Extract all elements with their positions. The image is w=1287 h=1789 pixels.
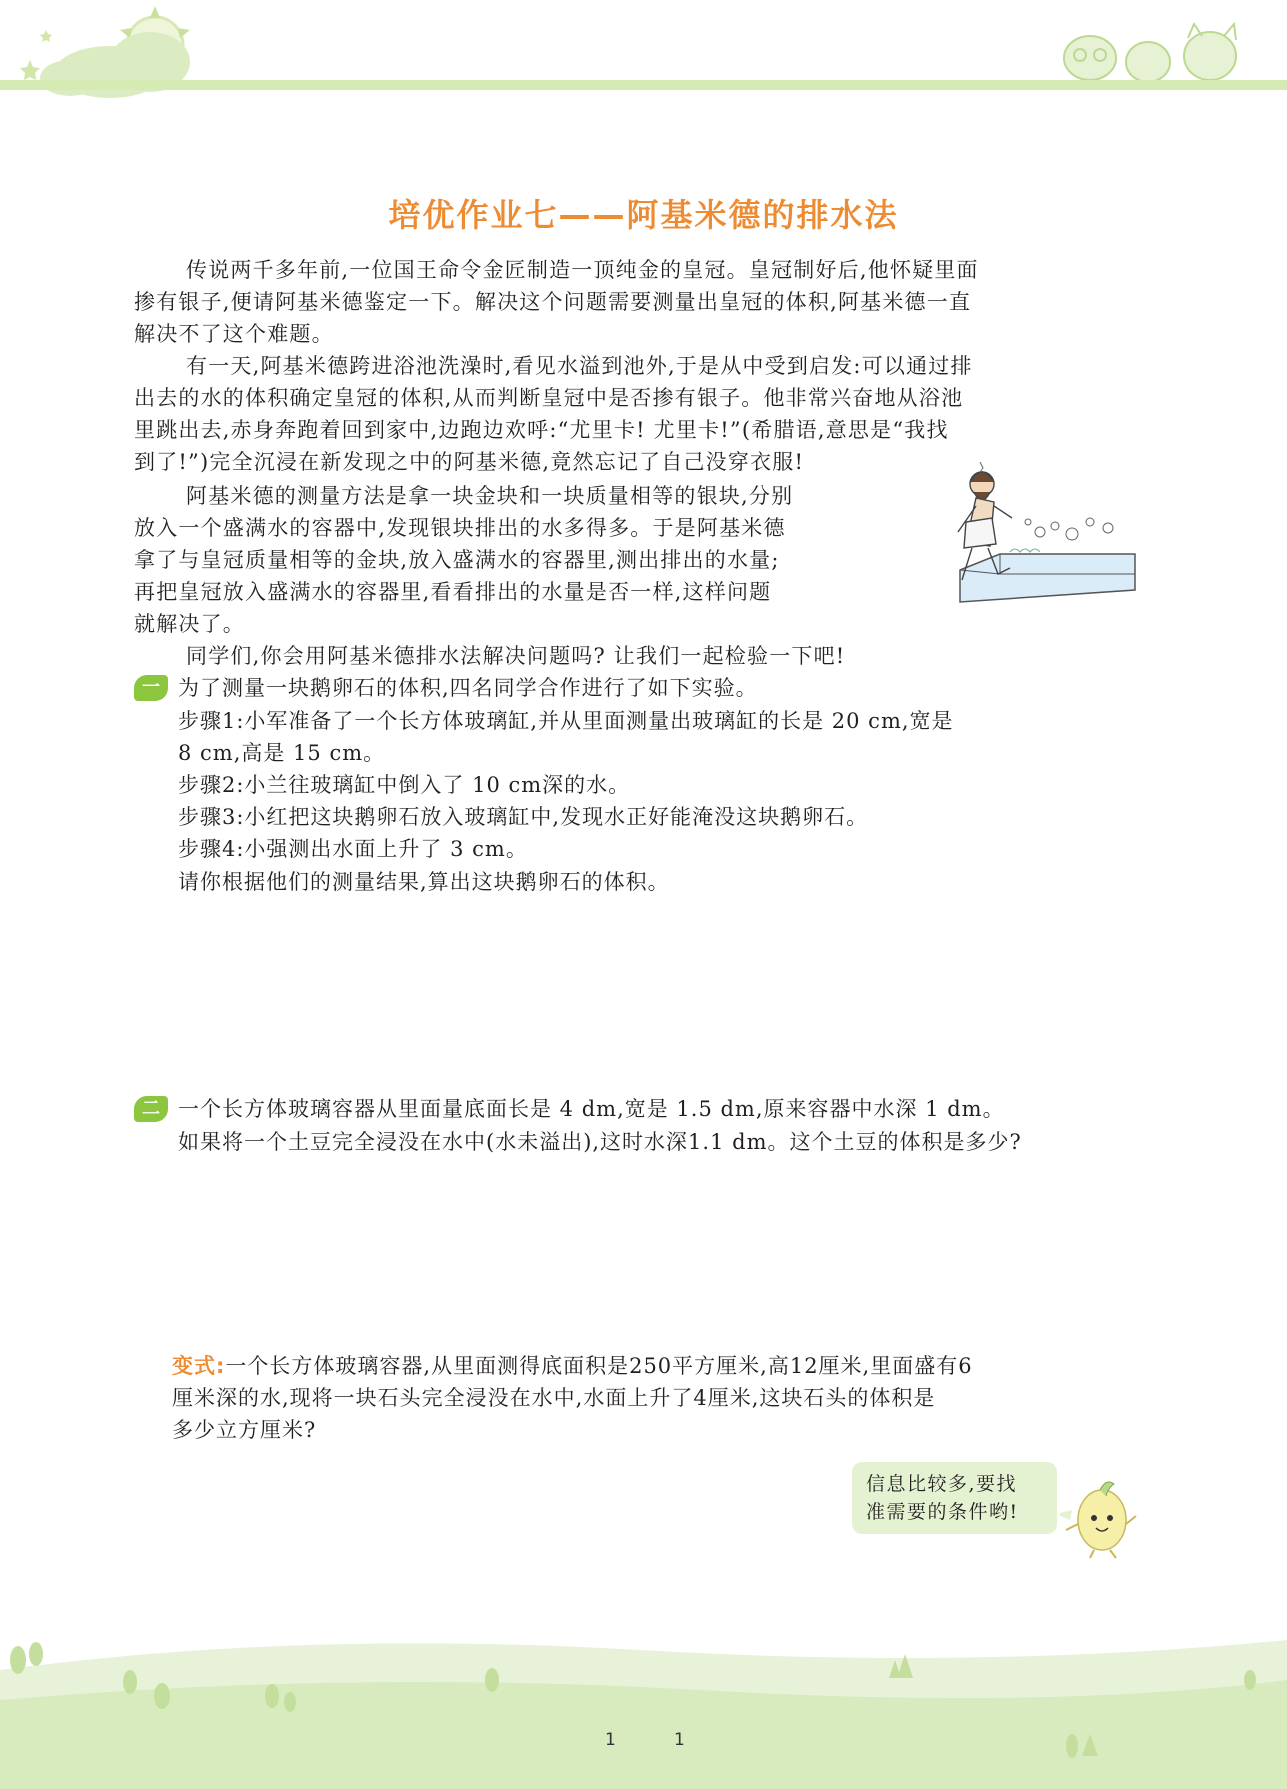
intro-line: 拿了与皇冠质量相等的金块,放入盛满水的容器里,测出排出的水量;: [134, 548, 780, 572]
tip-line: 准需要的条件哟!: [866, 1501, 1019, 1523]
intro-line: 放入一个盛满水的容器中,发现银块排出的水多得多。于是阿基米德: [134, 516, 786, 540]
tip-bubble: [852, 1462, 1057, 1534]
variant-line: [172, 1350, 973, 1382]
intro-line: 就解决了。: [134, 612, 245, 636]
question-prompt: 请你根据他们的测量结果,算出这块鹅卵石的体积。: [178, 870, 670, 894]
question-text: 为了测量一块鹅卵石的体积,四名同学合作进行了如下实验。: [178, 676, 758, 700]
question-badge: 一: [134, 675, 168, 701]
footer-landscape: [0, 1610, 1287, 1789]
intro-line: 阿基米德的测量方法是拿一块金块和一块质量相等的银块,分别: [186, 484, 794, 508]
question-text: 一个长方体玻璃容器从里面量底面长是 4 dm,宽是 1.5 dm,原来容器中水深 1 dm。: [178, 1097, 1005, 1121]
intro-line: 出去的水的体积确定皇冠的体积,从而判断皇冠中是否掺有银子。他非常兴奋地从浴池: [134, 386, 964, 410]
variant-text: 一个长方体玻璃容器,从里面测得底面积是250平方厘米,高12厘米,里面盛有6: [225, 1354, 973, 1378]
header-band: [0, 80, 1287, 90]
question-step: 步骤2:小兰往玻璃缸中倒入了 10 cm深的水。: [178, 773, 631, 797]
header-decoration: [0, 0, 1287, 110]
intro-line: 有一天,阿基米德跨进浴池洗澡时,看见水溢到池外,于是从中受到启发:可以通过排: [186, 354, 973, 378]
page-number: 1: [605, 1730, 616, 1750]
variant-label: 变式:: [172, 1354, 226, 1378]
variant-line: 厘米深的水,现将一块石头完全浸没在水中,水面上升了4厘米,这块石头的体积是: [172, 1386, 936, 1410]
page-title: 培优作业七——阿基米德的排水法: [388, 196, 899, 234]
intro-line: 解决不了这个难题。: [134, 322, 334, 346]
bubbles-icon: [980, 462, 1113, 540]
intro-line: 传说两千多年前,一位国王命令金匠制造一顶纯金的皇冠。皇冠制好后,他怀疑里面: [186, 258, 979, 282]
bathtub-icon: [960, 549, 1135, 602]
intro-line: 里跳出去,赤身奔跑着回到家中,边跑边欢呼:“尤里卡! 尤里卡!”(希腊语,意思是“我找: [134, 418, 949, 442]
question-text: 如果将一个土豆完全浸没在水中(水未溢出),这时水深1.1 dm。这个土豆的体积是多少?: [178, 1130, 1022, 1154]
question-badge: 二: [134, 1096, 168, 1122]
animal-friends-icon: [1064, 24, 1236, 82]
intro-line: 再把皇冠放入盛满水的容器里,看看排出的水量是否一样,这样问题: [134, 580, 772, 604]
question-step: 步骤3:小红把这块鹅卵石放入玻璃缸中,发现水正好能淹没这块鹅卵石。: [178, 805, 869, 829]
intro-line: 到了!”)完全沉浸在新发现之中的阿基米德,竟然忘记了自己没穿衣服!: [134, 450, 805, 474]
page-number: 1: [674, 1730, 685, 1750]
archimedes-illustration: [940, 462, 1140, 610]
variant-line: 多少立方厘米?: [172, 1418, 317, 1442]
intro-line: 同学们,你会用阿基米德排水法解决问题吗? 让我们一起检验一下吧!: [186, 644, 846, 668]
question-step: 8 cm,高是 15 cm。: [178, 741, 386, 765]
question-step: 步骤1:小军准备了一个长方体玻璃缸,并从里面测量出玻璃缸的长是 20 cm,宽是: [178, 709, 954, 733]
intro-line: 掺有银子,便请阿基米德鉴定一下。解决这个问题需要测量出皇冠的体积,阿基米德一直: [134, 290, 972, 314]
tip-line: 信息比较多,要找: [866, 1473, 1018, 1495]
potato-mascot-icon: [1060, 1480, 1140, 1560]
question-step: 步骤4:小强测出水面上升了 3 cm。: [178, 837, 528, 861]
